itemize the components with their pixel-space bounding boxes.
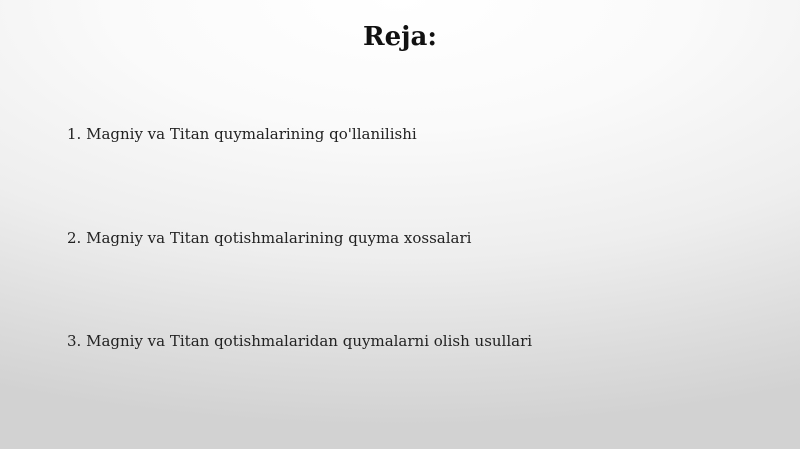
plan-item-3: 3. Magniy va Titan qotishmalaridan quymalarni olish usullari [67, 332, 533, 350]
plan-item-1: 1. Magniy va Titan quymalarining qo'llanilishi [67, 125, 417, 143]
slide-title: Reja: [362, 22, 437, 52]
plan-item-2: 2. Magniy va Titan qotishmalarining quyma xossalari [67, 229, 472, 247]
